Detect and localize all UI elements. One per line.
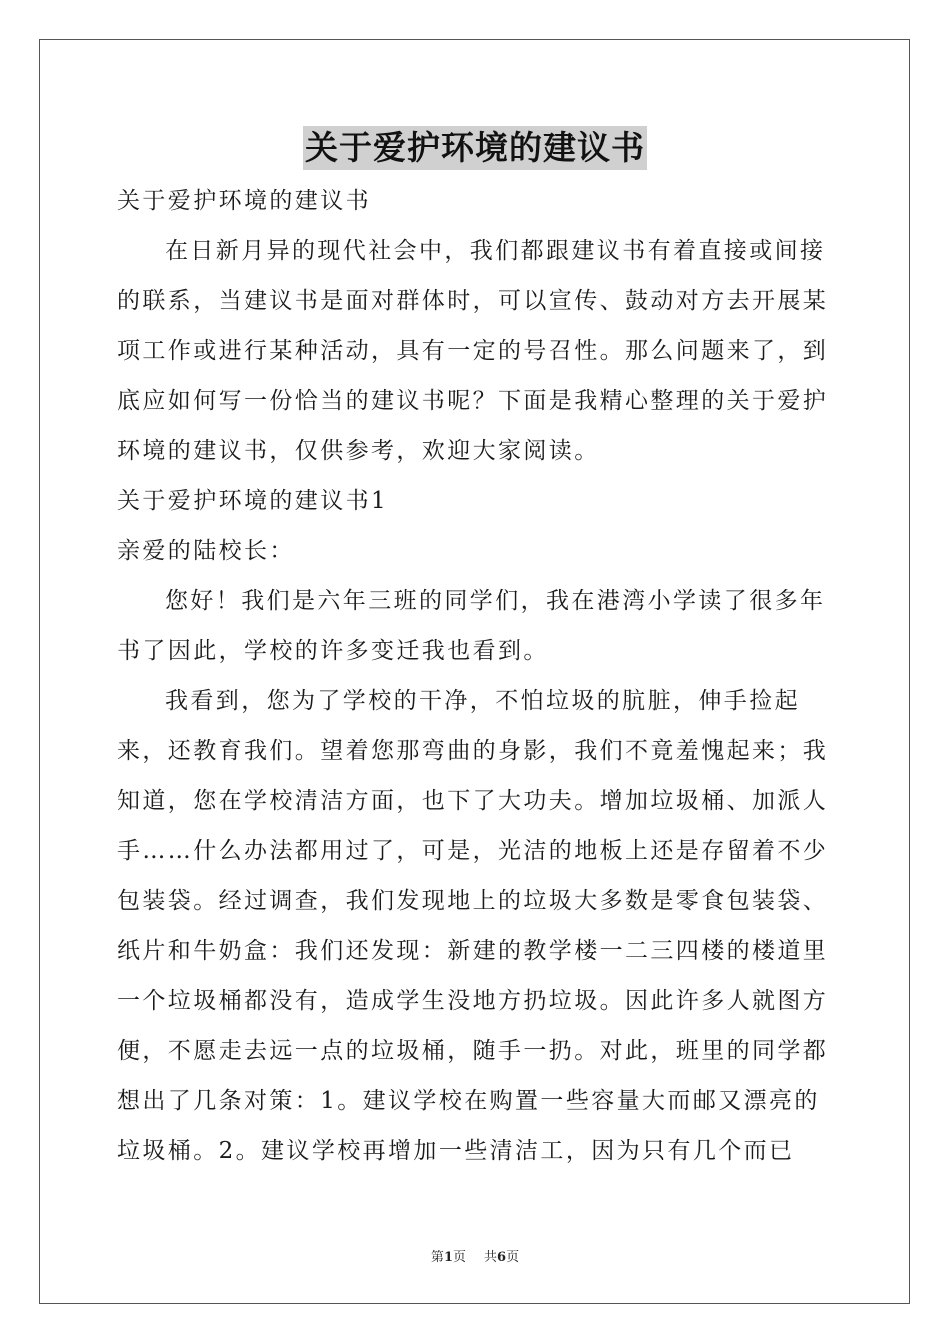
title-container (0, 126, 950, 170)
page-prefix: 第 (430, 1250, 444, 1265)
document-title: 关于爱护环境的建议书 (303, 126, 647, 170)
document-body (117, 176, 835, 1176)
section-heading: 关于爱护环境的建议书1 (117, 488, 389, 514)
body-paragraph-2: 我看到，您为了学校的干净，不怕垃圾的肮脏，伸手捡起来，还教育我们。望着您那弯曲的身影，我们不竟羞愧起来；我知道，您在学校清洁方面，也下了大功夫。增加垃圾桶、加派人手……什么办法都用过了，可是，光洁的地板上还是存留着不少包装袋。经过调查，我们发现地上的垃圾大多数是零食包装袋、纸片和牛奶盒：我们还发现：新建的教学楼一二三四楼的楼道里一个垃圾桶都没有，造成学生没地方扔垃圾。因此许多人就图方便，不愿走去远一点的垃圾桶，随手一扔。对此，班里的同学都想出了几条对策：1。建议学校在购置一些容量大而邮又漂亮的垃圾桶。2。建议学校再增加一些清洁工，因为只有几个而已 (117, 688, 829, 1164)
document-subtitle: 关于爱护环境的建议书 (117, 188, 371, 214)
total-suffix: 页 (506, 1250, 520, 1265)
body-paragraph-1: 您好！我们是六年三班的同学们，我在港湾小学读了很多年书了因此，学校的许多变迁我也看到。 (117, 588, 826, 664)
salutation: 亲爱的陆校长： (117, 538, 295, 564)
total-prefix: 共 (484, 1250, 498, 1265)
page-suffix: 页 (452, 1250, 466, 1265)
page-number: 1 (443, 1250, 453, 1265)
page-footer (0, 1246, 950, 1265)
intro-paragraph: 在日新月异的现代社会中，我们都跟建议书有着直接或间接的联系，当建议书是面对群体时，可以宣传、鼓动对方去开展某项工作或进行某种活动，具有一定的号召性。那么问题来了，到底应如何写一份恰当的建议书呢？下面是我精心整理的关于爱护环境的建议书，仅供参考，欢迎大家阅读。 (117, 238, 829, 464)
total-pages: 6 (497, 1250, 507, 1265)
